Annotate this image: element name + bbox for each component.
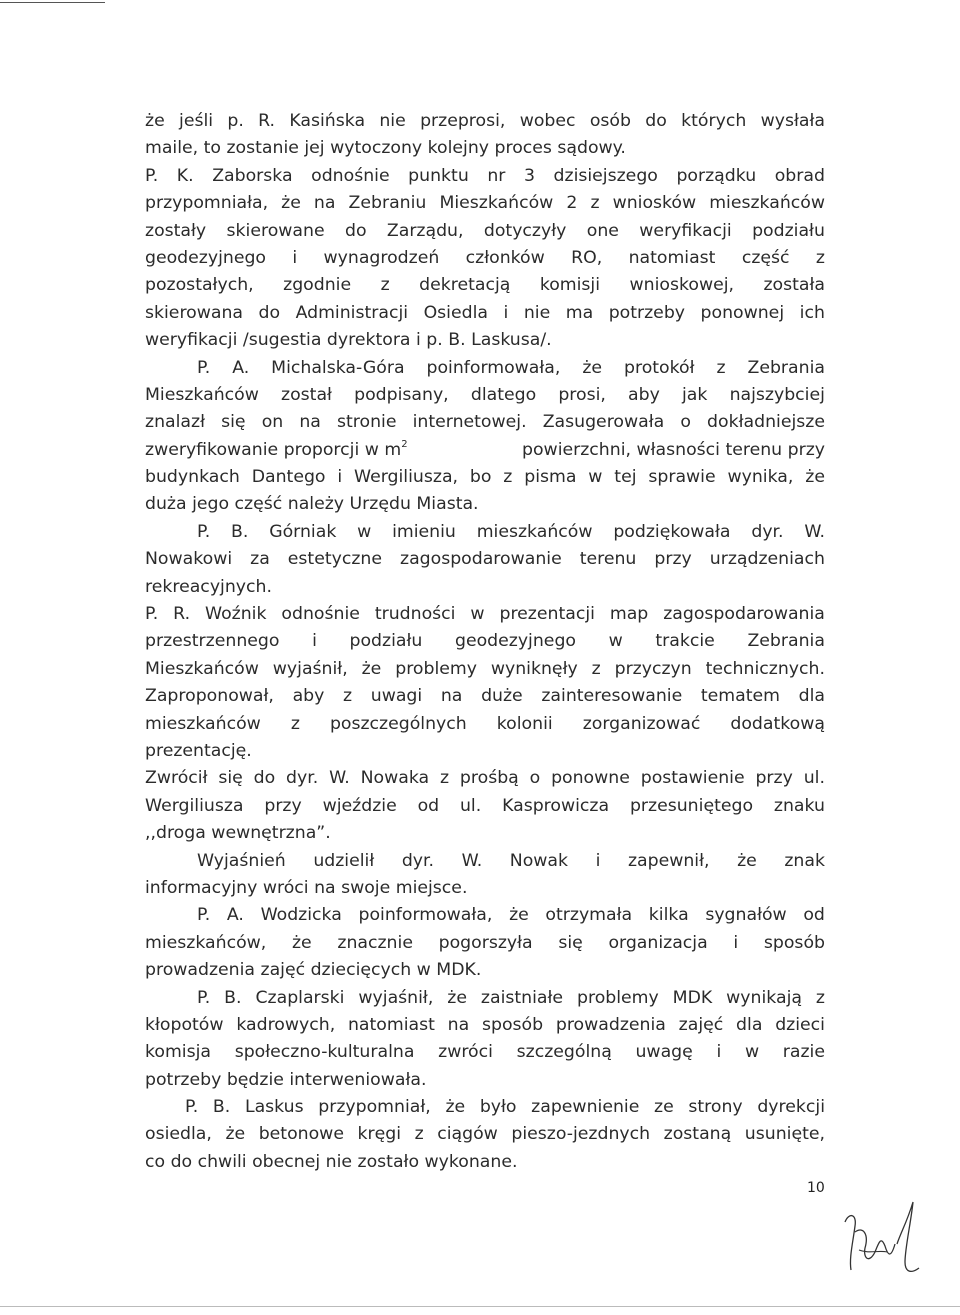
word: map <box>609 604 649 625</box>
text-line <box>145 793 825 820</box>
word: ponowne <box>551 768 630 789</box>
word: Zarządu, <box>386 220 464 241</box>
word: przy <box>654 549 692 570</box>
word: kłopotów <box>145 1014 224 1035</box>
word: 2 <box>566 193 578 214</box>
word: za <box>250 549 270 570</box>
word: znak <box>784 850 825 871</box>
superscript: 2 <box>401 438 408 450</box>
word: budynkach <box>145 467 240 488</box>
word: W. <box>461 850 483 871</box>
word: z <box>591 658 601 679</box>
word: Mieszkańców <box>145 658 259 679</box>
word: pieszo-jezdnych <box>511 1124 651 1145</box>
text-line <box>145 218 825 245</box>
text-line <box>145 519 825 546</box>
text-line <box>145 190 825 217</box>
text-line <box>145 464 825 491</box>
word: Dantego <box>251 467 326 488</box>
word: zajęć <box>678 1014 724 1035</box>
word: duże <box>481 686 523 707</box>
word: mieszkańców <box>476 521 593 542</box>
word: że <box>225 1124 246 1145</box>
word: że <box>447 987 467 1008</box>
text-line <box>145 272 825 299</box>
word: Zaborska <box>212 165 293 186</box>
word: i <box>337 467 343 488</box>
word: przeprosi, <box>420 111 506 131</box>
word: że <box>445 1097 466 1118</box>
text-line <box>145 765 825 792</box>
word: dla <box>736 1014 763 1035</box>
word: zapewnił, <box>627 850 710 871</box>
word: usunięte, <box>744 1124 825 1145</box>
word: dotyczyły <box>483 220 567 241</box>
word: skierowane <box>226 220 325 241</box>
word: weryfikacji <box>639 220 732 241</box>
word: Woźnik <box>205 604 267 625</box>
word: przestrzennego <box>145 631 280 652</box>
word: z <box>590 193 600 214</box>
word: wniosków <box>612 193 697 214</box>
word: organizacja <box>608 932 708 953</box>
word: Zebrania <box>747 357 825 378</box>
word: kolonii <box>496 713 553 734</box>
word: się <box>221 412 246 433</box>
word: część <box>741 247 790 268</box>
word: mieszkańców, <box>145 932 267 953</box>
word: potrzeby <box>608 302 686 323</box>
word: o <box>680 412 691 433</box>
text-line: informacyjny wróci na swoje miejsce. <box>145 877 468 898</box>
word: kadrowych, <box>236 1014 336 1035</box>
word: pisma <box>524 467 577 488</box>
word: wyjaśnił, <box>358 987 434 1008</box>
word: aby <box>292 686 325 707</box>
word: przy <box>755 768 793 789</box>
word: mieszkańców <box>709 193 825 214</box>
word: geodezyjnego <box>145 247 267 268</box>
word: razie <box>782 1042 825 1063</box>
word: do <box>253 768 276 789</box>
word: dokładniejsze <box>707 412 825 433</box>
word: ich <box>799 302 825 323</box>
word: zagospodarowanie <box>400 549 562 570</box>
word: dzisiejszego <box>553 165 658 186</box>
text-line: ,,droga wewnętrzna”. <box>145 823 331 844</box>
word: i <box>716 1042 722 1063</box>
word: Mieszkańców <box>439 193 554 214</box>
text-line <box>145 108 825 135</box>
word: terenu <box>579 549 637 570</box>
word: R. <box>173 604 191 625</box>
word: poinformowała, <box>358 905 493 926</box>
word: jeśli <box>179 111 214 131</box>
word: sygnałów <box>705 905 787 926</box>
text-line <box>145 437 825 464</box>
text-line <box>145 245 825 272</box>
word: od <box>417 795 440 816</box>
word: wynikają <box>726 987 802 1008</box>
word: P. <box>197 357 211 378</box>
word: estetyczne <box>287 549 382 570</box>
word: o <box>529 768 541 789</box>
word: że <box>361 658 382 679</box>
word: że <box>582 357 603 378</box>
word: dyr. <box>286 768 319 789</box>
text-line <box>145 1039 825 1066</box>
word: z <box>815 247 825 268</box>
word: W. <box>804 521 825 542</box>
text-line <box>145 1094 825 1121</box>
word: natomiast <box>628 247 716 268</box>
word: Kasprowicza <box>502 795 610 816</box>
word: wjeździe <box>322 795 397 816</box>
word: B. <box>231 521 249 542</box>
word: z <box>716 357 726 378</box>
top-rule <box>0 2 105 3</box>
word: one <box>586 220 619 241</box>
word: problemy <box>395 658 477 679</box>
word: z <box>815 987 825 1008</box>
text-line <box>145 683 825 710</box>
word: z <box>503 467 513 488</box>
word: Nowakowi <box>145 549 233 570</box>
word: kilka <box>648 905 689 926</box>
word: P. <box>197 905 211 926</box>
word: P. <box>145 604 159 625</box>
word: i <box>595 850 601 871</box>
word: Górniak <box>269 521 337 542</box>
word: K. <box>176 165 194 186</box>
word: Czaplarski <box>255 987 345 1008</box>
text-line: potrzeby będzie interweniowała. <box>145 1069 427 1090</box>
word: prezentacji <box>499 604 595 625</box>
word: zwróci <box>438 1042 493 1063</box>
word: ul. <box>459 795 482 816</box>
word: Wyjaśnień <box>197 850 286 871</box>
text-line: weryfikacji /sugestia dyrektora i p. B. Laskusa/. <box>145 330 552 351</box>
word: R. <box>258 111 276 131</box>
word: z <box>343 686 353 707</box>
text-line <box>145 711 825 738</box>
text-line <box>145 163 825 190</box>
word: dyr. <box>751 521 784 542</box>
word: w <box>608 631 623 652</box>
word: wnioskowej, <box>629 275 735 296</box>
word: udzielił <box>313 850 375 871</box>
text-line: prowadzenia zajęć dziecięcych w MDK. <box>145 960 482 981</box>
word: wysłała <box>760 111 825 131</box>
word: których <box>681 111 747 131</box>
word: na <box>447 1014 470 1035</box>
text-line <box>145 355 825 382</box>
word: odnośnie <box>311 165 390 186</box>
word: natomiast <box>347 1014 435 1035</box>
word: sposób <box>481 1014 544 1035</box>
word: Wergiliusza, <box>354 467 459 488</box>
word: dzieci <box>775 1014 825 1035</box>
word: internetowej. <box>412 412 527 433</box>
word: imieniu <box>392 521 456 542</box>
word: znalazł <box>145 412 205 433</box>
word: trakcie <box>655 631 715 652</box>
word: P. <box>185 1097 199 1118</box>
bottom-rule <box>0 1306 960 1307</box>
page-number: 10 <box>807 1180 825 1196</box>
word: uwagi <box>370 686 423 707</box>
word: przyczyn <box>614 658 692 679</box>
text-line <box>145 985 825 1012</box>
page-body <box>145 108 825 1176</box>
word: sposób <box>763 932 825 953</box>
word: na <box>299 412 321 433</box>
word: z <box>290 713 300 734</box>
word: urządzeniach <box>709 549 825 570</box>
word: pogorszyła <box>438 932 533 953</box>
word: szczególną <box>516 1042 612 1063</box>
word: osób <box>589 111 631 131</box>
text-line: rekreacyjnych. <box>145 576 272 597</box>
word: dodatkową <box>730 713 825 734</box>
word: MDK <box>672 987 713 1008</box>
word: że <box>145 111 165 131</box>
word: on <box>261 412 284 433</box>
word: Osiedla <box>423 302 488 323</box>
word: A. <box>232 357 250 378</box>
text-line <box>145 628 825 655</box>
word: Zaproponował, <box>145 686 274 707</box>
word: było <box>479 1097 517 1118</box>
word: i <box>733 932 739 953</box>
word: otrzymała <box>545 905 633 926</box>
word: znacznie <box>337 932 413 953</box>
word: Zebraniu <box>348 193 427 214</box>
word: na <box>440 686 463 707</box>
word: że <box>737 850 757 871</box>
word: przy <box>264 795 302 816</box>
word: że <box>509 905 529 926</box>
text-line: prezentację. <box>145 740 252 761</box>
word: do <box>645 111 667 131</box>
word: Nowak <box>509 850 569 871</box>
word: Nowaka <box>360 768 430 789</box>
text-line <box>145 848 825 875</box>
text-line: duża jego część należy Urzędu Miasta. <box>145 494 479 515</box>
word: podpisany, <box>354 384 449 405</box>
text-line <box>145 656 825 683</box>
word: nr <box>487 165 506 186</box>
word: wobec <box>519 111 576 131</box>
word: P. <box>145 165 159 186</box>
word: w <box>588 467 603 488</box>
word: przypomniał, <box>318 1097 431 1118</box>
word: znaku <box>773 795 825 816</box>
word: protokół <box>624 357 695 378</box>
word: zorganizować <box>582 713 701 734</box>
word: komisji <box>539 275 601 296</box>
word: kręgi <box>357 1124 402 1145</box>
text-line: maile, to zostanie jej wytoczony kolejny proces sądowy. <box>145 138 626 159</box>
word: prosi, <box>558 384 606 405</box>
word: w <box>470 604 485 625</box>
text-line <box>145 1012 825 1039</box>
word: tematem <box>700 686 780 707</box>
word: RO, <box>571 247 603 268</box>
word: na <box>313 193 336 214</box>
word: zgodnie <box>283 275 352 296</box>
word: zainteresowanie <box>541 686 683 707</box>
word: osiedla, <box>145 1124 212 1145</box>
word: zostaną <box>663 1124 732 1145</box>
word: uwagę <box>635 1042 693 1063</box>
word: dyr. <box>401 850 435 871</box>
word: bo <box>469 467 492 488</box>
word: Wergiliusza <box>145 795 244 816</box>
word: strony <box>688 1097 743 1118</box>
word: geodezyjnego <box>454 631 576 652</box>
text-line <box>145 382 825 409</box>
text-line <box>145 930 825 957</box>
word: Kasińska <box>289 111 366 131</box>
word: Zebrania <box>747 631 825 652</box>
word: problemy <box>577 987 659 1008</box>
word: nie <box>523 302 551 323</box>
word: Zwrócił <box>145 768 208 789</box>
word: poinformowała, <box>426 357 561 378</box>
word: trudności <box>374 604 456 625</box>
word: z <box>414 1124 424 1145</box>
word: aby <box>628 384 660 405</box>
word: zaistniałe <box>480 987 564 1008</box>
word: że <box>805 467 825 488</box>
word: do <box>258 302 281 323</box>
word: stronie <box>337 412 397 433</box>
word: najszybciej <box>729 384 825 405</box>
word: w <box>357 521 372 542</box>
word: zostały <box>145 220 207 241</box>
word: Laskus <box>244 1097 304 1118</box>
word: B. <box>224 987 242 1008</box>
word: nie <box>379 111 406 131</box>
word: się <box>218 768 243 789</box>
word: P. <box>197 987 211 1008</box>
word: B. <box>212 1097 231 1118</box>
word: porządku <box>676 165 757 186</box>
word: wyniknęły <box>490 658 578 679</box>
word: ciągów <box>437 1124 498 1145</box>
word: 3 <box>523 165 535 186</box>
word: członków <box>465 247 545 268</box>
word: wynika, <box>727 467 794 488</box>
word: podziękowała <box>613 521 731 542</box>
word: i <box>503 302 509 323</box>
word: A. <box>226 905 244 926</box>
word: została <box>763 275 825 296</box>
word: pozostałych, <box>145 275 254 296</box>
word: zagospodarowania <box>663 604 825 625</box>
word: P. <box>197 521 211 542</box>
word: ma <box>565 302 594 323</box>
text-segment: zweryfikowanie proporcji w $m^2$ <box>145 438 408 460</box>
word: postawienie <box>640 768 745 789</box>
text-line <box>145 546 825 573</box>
word: Michalska-Góra <box>271 357 405 378</box>
word: obrad <box>774 165 825 186</box>
word: dyrekcji <box>757 1097 825 1118</box>
word: się <box>558 932 583 953</box>
word: technicznych. <box>705 658 825 679</box>
word: do <box>344 220 367 241</box>
word: ul. <box>803 768 825 789</box>
word: wynagrodzeń <box>323 247 440 268</box>
word: podziału <box>349 631 423 652</box>
word: odnośnie <box>281 604 360 625</box>
word: p. <box>227 111 244 131</box>
word: Mieszkańców <box>145 384 259 405</box>
text-line: co do chwili obecnej nie zostało wykonane. <box>145 1151 518 1172</box>
text-line <box>145 300 825 327</box>
word: przypomniała, <box>145 193 269 214</box>
word: ponownej <box>700 302 785 323</box>
word: od <box>803 905 825 926</box>
word: skierowana <box>145 302 244 323</box>
word: tej <box>614 467 637 488</box>
text-line <box>145 409 825 436</box>
word: jak <box>682 384 708 405</box>
word: z <box>439 768 450 789</box>
text-segment: powierzchni, własności terenu przy <box>522 439 825 460</box>
word: że <box>281 193 301 214</box>
word: prośbą <box>459 768 519 789</box>
text-line <box>145 902 825 929</box>
word: poszczególnych <box>329 713 467 734</box>
word: Wodzicka <box>260 905 342 926</box>
word: i <box>312 631 317 652</box>
word: i <box>292 247 298 268</box>
word: Zasugerowała <box>542 412 665 433</box>
word: z <box>380 275 390 296</box>
word: komisja <box>145 1042 211 1063</box>
word: w <box>744 1042 760 1063</box>
word: zapewnienie <box>531 1097 640 1118</box>
word: że <box>291 932 312 953</box>
word: punktu <box>408 165 469 186</box>
handwritten-signature <box>835 1192 925 1282</box>
word: prowadzenia <box>555 1014 666 1035</box>
word: podziału <box>752 220 825 241</box>
word: betonowe <box>258 1124 344 1145</box>
word: przesuniętego <box>629 795 754 816</box>
text-line <box>145 601 825 628</box>
word: sprawie <box>648 467 716 488</box>
word: dlatego <box>470 384 537 405</box>
text-line <box>145 1121 825 1148</box>
word: społeczno-kulturalna <box>234 1042 415 1063</box>
word: W. <box>329 768 350 789</box>
word: mieszkańców <box>145 713 261 734</box>
word: wyjaśnił, <box>272 658 348 679</box>
word: został <box>281 384 332 405</box>
word: dekretacją <box>419 275 511 296</box>
word: ze <box>654 1097 674 1118</box>
word: dla <box>798 686 825 707</box>
word: Administracji <box>295 302 409 323</box>
